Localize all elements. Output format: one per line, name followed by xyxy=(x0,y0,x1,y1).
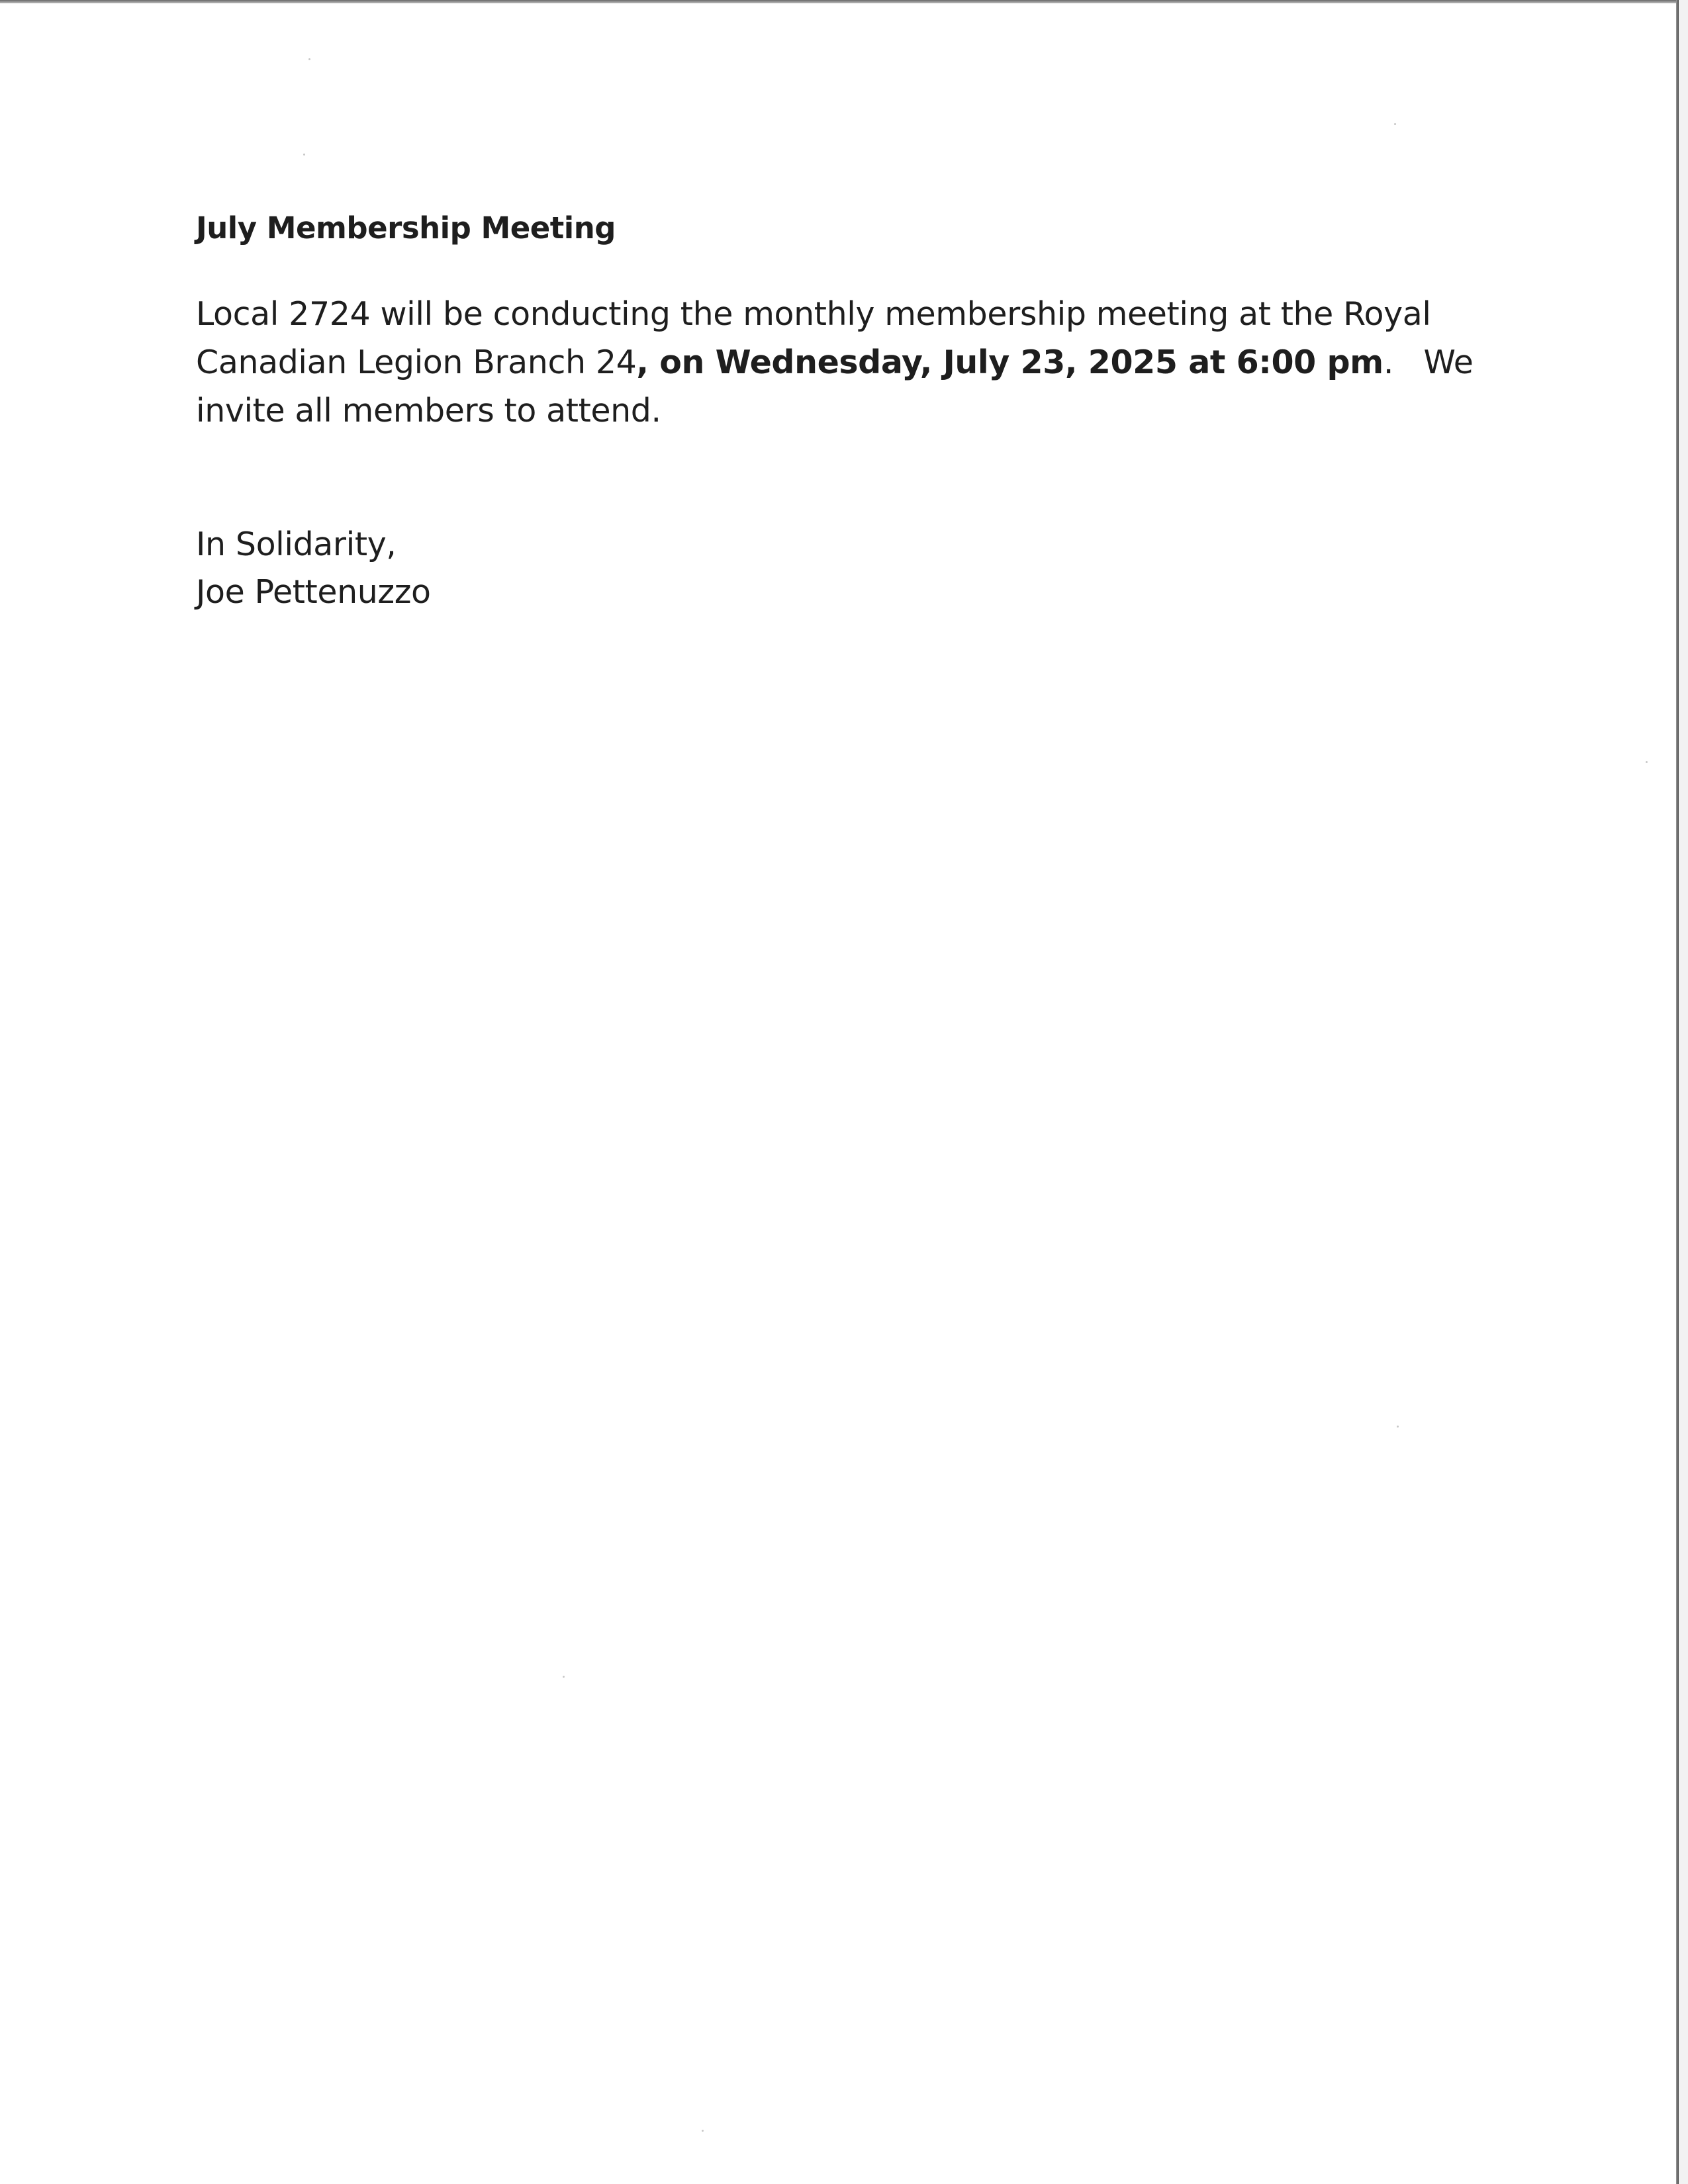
salutation: In Solidarity, xyxy=(196,525,397,563)
page-right-edge xyxy=(1676,0,1679,2184)
paragraph-invite: . We invite all members to attend. xyxy=(196,343,1483,430)
signatory-name: Joe Pettenuzzo xyxy=(196,573,431,611)
letter-content xyxy=(196,205,1493,616)
scan-speck xyxy=(563,1676,565,1678)
letter-heading: July Membership Meeting xyxy=(196,210,616,246)
scan-speck xyxy=(1397,1426,1399,1428)
page-top-edge xyxy=(0,0,1688,3)
paragraph-intro: Local 2724 will be conducting the monthly membership meeting at the Royal Canadian Legion Branch 24 xyxy=(196,295,1431,381)
scan-speck xyxy=(1394,123,1396,125)
page-right-margin xyxy=(1679,0,1688,2184)
meeting-paragraph xyxy=(196,290,1493,435)
letter-closing xyxy=(196,521,1493,616)
scan-speck xyxy=(1646,761,1648,763)
scan-speck xyxy=(308,58,310,60)
scan-speck xyxy=(303,154,305,156)
meeting-date-time: , on Wednesday, July 23, 2025 at 6:00 pm xyxy=(636,343,1383,381)
scan-speck xyxy=(702,2130,704,2132)
